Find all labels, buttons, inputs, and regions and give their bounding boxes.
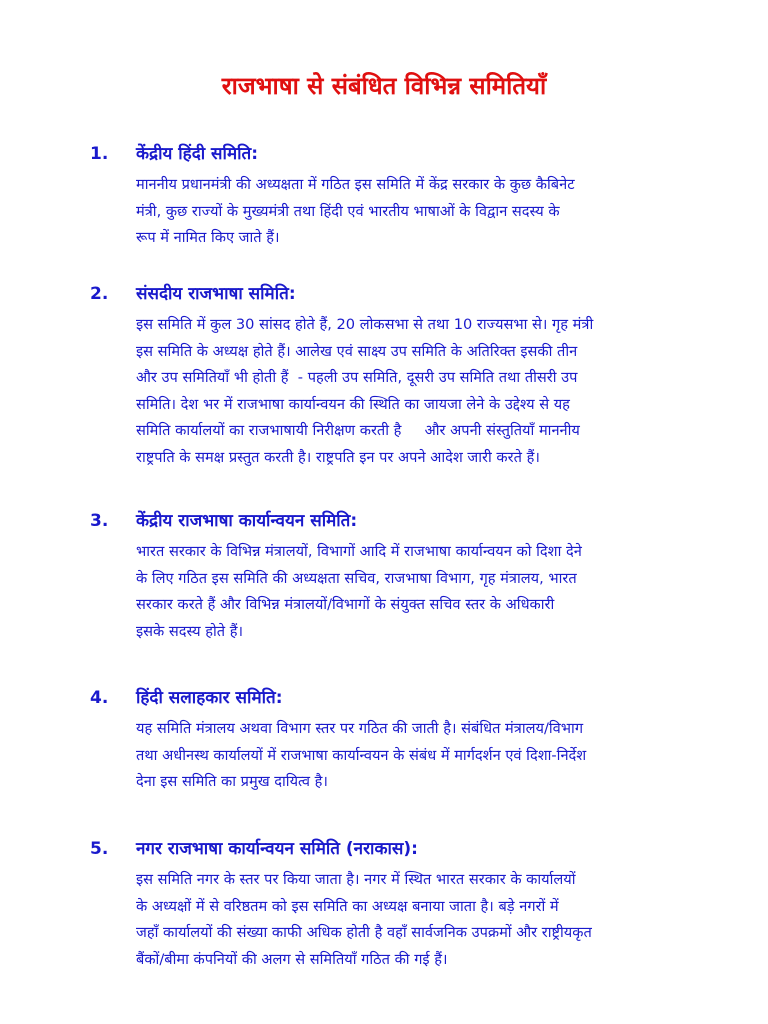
paragraph-line: सरकार करते हैं और विभिन्न मंत्रालयों/विभागों के संयुक्त सचिव स्तर के अधिकारी xyxy=(136,596,555,613)
section-title: नगर राजभाषा कार्यान्वयन समिति (नराकास): xyxy=(136,839,418,859)
section-title: केंद्रीय हिंदी समिति: xyxy=(136,144,258,164)
page-title: राजभाषा से संबंधित विभिन्न समितियाँ xyxy=(221,72,547,100)
section-heading xyxy=(90,508,357,534)
section-number: 1. xyxy=(90,144,109,164)
section-heading xyxy=(90,281,296,307)
paragraph-line: तथा अधीनस्थ कार्यालयों में राजभाषा कार्यान्वयन के संबंध में मार्गदर्शन एवं दिशा-निर्देश xyxy=(136,746,587,764)
section-title: केंद्रीय राजभाषा कार्यान्वयन समिति: xyxy=(136,511,358,531)
paragraph-line: देना इस समिति का प्रमुख दायित्व है। xyxy=(136,773,328,790)
paragraph-line: के अध्यक्षों में से वरिष्ठतम को इस समिति का अध्यक्ष बनाया जाता है। बड़े नगरों में xyxy=(136,897,559,915)
paragraph-line: के लिए गठित इस समिति की अध्यक्षता सचिव, राजभाषा विभाग, गृह मंत्रालय, भारत xyxy=(136,569,577,587)
paragraph-line: राष्ट्रपति के समक्ष प्रस्तुत करती है। राष्ट्रपति इन पर अपने आदेश जारी करते हैं। xyxy=(136,448,540,466)
paragraph-line: और उप समितियाँ भी होती हैं - पहली उप समिति, दूसरी उप समिति तथा तीसरी उप xyxy=(136,369,578,386)
section-body xyxy=(136,867,676,973)
section-body xyxy=(136,172,676,252)
section-body xyxy=(136,539,676,645)
section-number: 4. xyxy=(90,688,109,708)
section-title: हिंदी सलाहकार समिति: xyxy=(136,688,283,708)
paragraph-line: मंत्री, कुछ राज्यों के मुख्यमंत्री तथा हिंदी एवं भारतीय भाषाओं के विद्वान सदस्य के xyxy=(136,202,560,220)
section-title: संसदीय राजभाषा समिति: xyxy=(136,284,296,304)
section-number: 2. xyxy=(90,284,109,304)
paragraph-line: इस समिति के अध्यक्ष होते हैं। आलेख एवं साक्ष्य उप समिति के अतिरिक्त इसकी तीन xyxy=(136,342,578,360)
paragraph-line: यह समिति मंत्रालय अथवा विभाग स्तर पर गठित की जाती है। संबंधित मंत्रालय/विभाग xyxy=(136,720,584,737)
paragraph-line: रूप में नामित किए जाते हैं। xyxy=(136,229,280,246)
section-heading xyxy=(90,141,258,167)
section-body xyxy=(136,312,676,471)
paragraph-line: इस समिति में कुल 30 सांसद होते हैं, 20 लोकसभा से तथा 10 राज्यसभा से। गृह मंत्री xyxy=(136,316,594,333)
paragraph-line: समिति। देश भर में राजभाषा कार्यान्वयन की स्थिति का जायजा लेने के उद्देश्य से यह xyxy=(136,395,570,413)
paragraph-line: जहाँ कार्यालयों की संख्या काफी अधिक होती है वहाँ सार्वजनिक उपक्रमों और राष्ट्रीयकृत xyxy=(136,924,592,941)
section-heading xyxy=(90,685,283,711)
paragraph-line: इस समिति नगर के स्तर पर किया जाता है। नगर में स्थित भारत सरकार के कार्यालयों xyxy=(136,871,576,888)
section-number: 3. xyxy=(90,511,109,531)
section-heading xyxy=(90,836,418,862)
section-number: 5. xyxy=(90,839,109,859)
paragraph-line: माननीय प्रधानमंत्री की अध्यक्षता में गठित इस समिति में केंद्र सरकार के कुछ कैबिनेट xyxy=(136,176,575,193)
paragraph-line: इसके सदस्य होते हैं। xyxy=(136,622,244,640)
paragraph-line: बैंकों/बीमा कंपनियों की अलग से समितियाँ गठित की गई हैं। xyxy=(136,950,448,968)
paragraph-line: समिति कार्यालयों का राजभाषायी निरीक्षण करती है और अपनी संस्तुतियाँ माननीय xyxy=(136,422,580,439)
section-body xyxy=(136,716,676,796)
paragraph-line: भारत सरकार के विभिन्न मंत्रालयों, विभागों आदि में राजभाषा कार्यान्वयन को दिशा देने xyxy=(136,543,582,560)
